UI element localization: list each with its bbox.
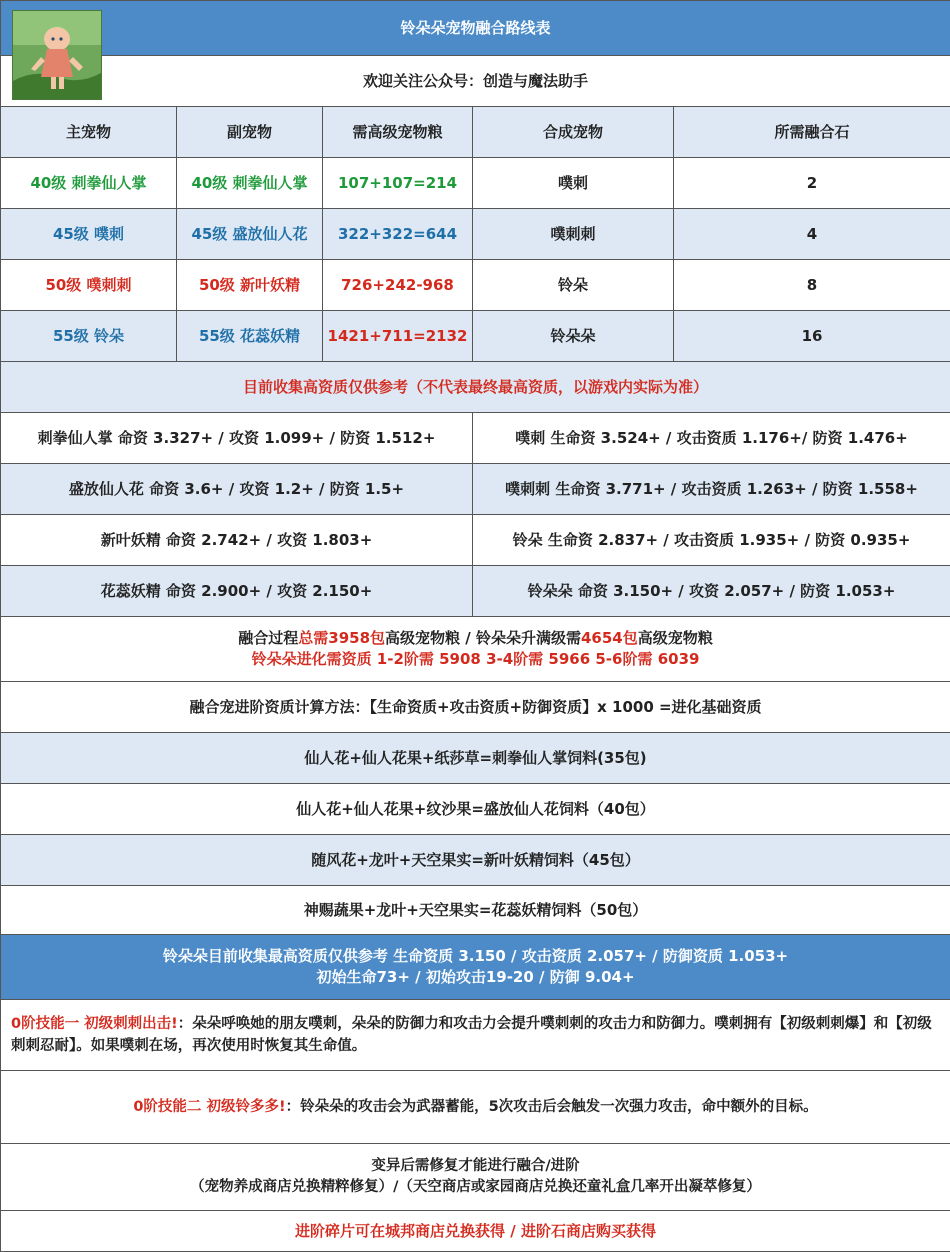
skill-desc: ：朵朵呼唤她的朋友噗刺，朵朵的防御力和攻击力会提升噗刺刺的攻击力和防御力。噗刺拥有【初级刺刺爆】和【初级刺刺忍耐】。如果噗刺在场，再次使用时恢复其生命值。 [11, 1016, 932, 1054]
fusion-stones: 16 [674, 311, 950, 362]
repair-line: 变异后需修复才能进行融合/进阶 [5, 1156, 946, 1177]
feed-recipe: 神赐蔬果+龙叶+天空果实=花蕊妖精饲料（50包） [1, 886, 950, 935]
fusion-food: 1421+711=2132 [323, 311, 473, 362]
banner-line: 初始生命73+ / 初始攻击19-20 / 防御 9.04+ [5, 967, 946, 988]
header-main: 主宠物 [1, 107, 177, 158]
evolve-requirements: 铃朵朵进化需资质 1-2阶需 5908 3-4阶需 5966 5-6阶需 6039 [5, 649, 946, 670]
banner-line: 铃朵朵目前收集最高资质仅供参考 生命资质 3.150 / 攻击资质 2.057+ / 防御资质 1.053+ [5, 946, 946, 967]
feed-recipe: 随风花+龙叶+天空果实=新叶妖精饲料（45包） [1, 835, 950, 886]
repair-line: （宠物养成商店兑换精粹修复）/（天空商店或家园商店兑换还童礼盒几率开出凝萃修复） [5, 1177, 946, 1198]
feed-recipe: 仙人花+仙人花果+纹沙果=盛放仙人花饲料（40包） [1, 784, 950, 835]
fusion-main: 45级 噗刺 [1, 209, 177, 260]
fusion-stones: 2 [674, 158, 950, 209]
aptitude-right: 噗刺 生命资 3.524+ / 攻击资质 1.176+/ 防资 1.476+ [473, 413, 950, 464]
fusion-result: 噗刺 [473, 158, 674, 209]
totals-summary [1, 617, 950, 682]
repair-note [1, 1144, 950, 1211]
fusion-result: 铃朵朵 [473, 311, 674, 362]
formula: 融合宠进阶资质计算方法：【生命资质+攻击资质+防御资质】x 1000 =进化基础资质 [1, 682, 950, 733]
footer-note: 进阶碎片可在城邦商店兑换获得 / 进阶石商店购买获得 [1, 1211, 950, 1252]
aptitude-left: 花蕊妖精 命资 2.900+ / 攻资 2.150+ [1, 566, 473, 617]
fusion-sub: 55级 花蕊妖精 [177, 311, 323, 362]
fusion-row [1, 260, 950, 311]
totals-part: 高级宠物粮 / 铃朵朵升满级需 [385, 629, 581, 647]
skill-name: 0阶技能二 初级铃多多! [133, 1099, 285, 1115]
fusion-food: 726+242-968 [323, 260, 473, 311]
header-sub: 副宠物 [177, 107, 323, 158]
fusion-sub: 50级 新叶妖精 [177, 260, 323, 311]
aptitude-left: 新叶妖精 命资 2.742+ / 攻资 1.803+ [1, 515, 473, 566]
header-stones: 所需融合石 [674, 107, 950, 158]
fusion-sub: 40级 刺拳仙人掌 [177, 158, 323, 209]
subtitle: 欢迎关注公众号：创造与魔法助手 [1, 56, 950, 107]
skill-two [1, 1071, 950, 1144]
pet-avatar-icon [12, 10, 102, 100]
fusion-main: 40级 刺拳仙人掌 [1, 158, 177, 209]
fusion-row [1, 209, 950, 260]
aptitude-row [1, 566, 950, 617]
pet-avatar-art [13, 11, 101, 99]
fusion-main: 50级 噗刺刺 [1, 260, 177, 311]
aptitude-note: 目前收集高资质仅供参考（不代表最终最高资质，以游戏内实际为准） [1, 362, 950, 413]
fusion-row [1, 311, 950, 362]
aptitude-row [1, 413, 950, 464]
aptitude-right: 噗刺刺 生命资 3.771+ / 攻击资质 1.263+ / 防资 1.558+ [473, 464, 950, 515]
fusion-result: 铃朵 [473, 260, 674, 311]
fusion-stones: 8 [674, 260, 950, 311]
page-title: 铃朵朵宠物融合路线表 [1, 1, 950, 56]
header-food: 需高级宠物粮 [323, 107, 473, 158]
fusion-row [1, 158, 950, 209]
fusion-food: 322+322=644 [323, 209, 473, 260]
totals-max-level: 4654包 [581, 629, 638, 647]
aptitude-row [1, 464, 950, 515]
totals-food-total: 总需3958包 [298, 629, 385, 647]
totals-part: 高级宠物粮 [638, 629, 713, 647]
skill-one [1, 1000, 950, 1071]
aptitude-row [1, 515, 950, 566]
skill-desc: ：铃朵朵的攻击会为武器蓄能，5次攻击后会触发一次强力攻击，命中额外的目标。 [286, 1099, 818, 1115]
totals-part: 融合过程 [238, 629, 298, 647]
fusion-sub: 45级 盛放仙人花 [177, 209, 323, 260]
fusion-result: 噗刺刺 [473, 209, 674, 260]
skill-name: 0阶技能一 初级刺刺出击! [11, 1016, 178, 1032]
aptitude-right: 铃朵 生命资 2.837+ / 攻击资质 1.935+ / 防资 0.935+ [473, 515, 950, 566]
fusion-stones: 4 [674, 209, 950, 260]
max-aptitude-banner [1, 935, 950, 1000]
header-result: 合成宠物 [473, 107, 674, 158]
fusion-food: 107+107=214 [323, 158, 473, 209]
feed-recipe: 仙人花+仙人花果+纸莎草=刺拳仙人掌饲料(35包) [1, 733, 950, 784]
fusion-main: 55级 铃朵 [1, 311, 177, 362]
aptitude-left: 盛放仙人花 命资 3.6+ / 攻资 1.2+ / 防资 1.5+ [1, 464, 473, 515]
aptitude-right: 铃朵朵 命资 3.150+ / 攻资 2.057+ / 防资 1.053+ [473, 566, 950, 617]
aptitude-left: 刺拳仙人掌 命资 3.327+ / 攻资 1.099+ / 防资 1.512+ [1, 413, 473, 464]
